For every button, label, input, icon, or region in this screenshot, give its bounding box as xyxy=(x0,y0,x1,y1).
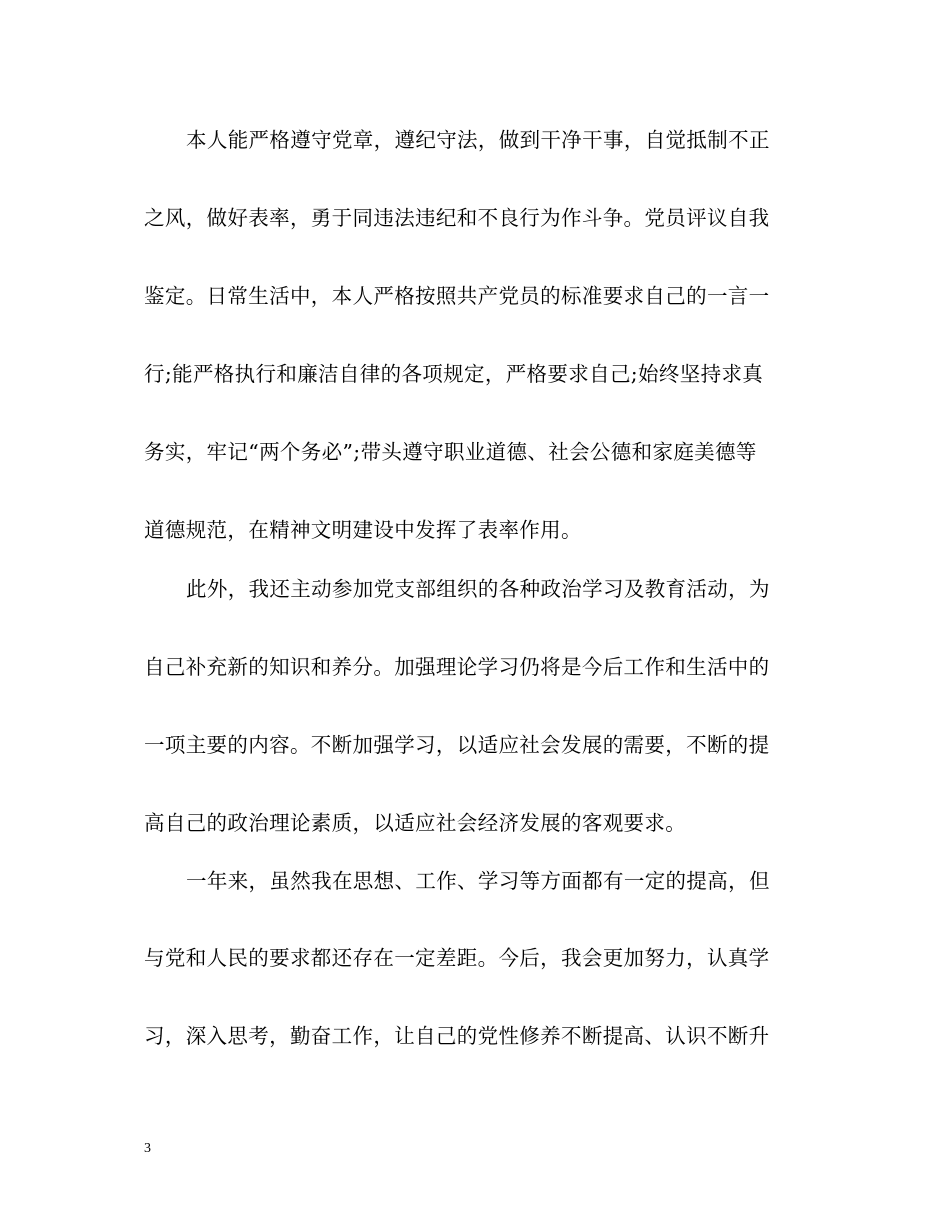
text-line: 一项主要的内容。不断加强学习，以适应社会发展的需要，不断的提 xyxy=(144,733,770,757)
page-number: 3 xyxy=(144,1141,151,1156)
text-line: 习，深入思考，勤奋工作，让自己的党性修养不断提高、认识不断升 xyxy=(144,1024,770,1048)
text-line: 与党和人民的要求都还存在一定差距。今后，我会更加努力，认真学 xyxy=(144,946,770,970)
text-line: 自己补充新的知识和养分。加强理论学习仍将是今后工作和生活中的 xyxy=(144,655,770,679)
text-line: 之风，做好表率，勇于同违法违纪和不良行为作斗争。党员评议自我 xyxy=(144,206,770,230)
text-line: 高自己的政治理论素质，以适应社会经济发展的客观要求。 xyxy=(144,811,687,835)
text-line: 行;能严格执行和廉洁自律的各项规定，严格要求自己;始终坚持求真 xyxy=(144,362,764,386)
text-line: 本人能严格遵守党章，遵纪守法，做到干净干事，自觉抵制不正 xyxy=(186,128,770,152)
text-line: 鉴定。日常生活中，本人严格按照共产党员的标准要求自己的一言一 xyxy=(144,284,770,308)
text-line: 此外，我还主动参加党支部组织的各种政治学习及教育活动，为 xyxy=(186,577,770,601)
text-line: 务实，牢记“两个务必”;带头遵守职业道德、社会公德和家庭美德等 xyxy=(144,440,757,464)
text-line: 道德规范，在精神文明建设中发挥了表率作用。 xyxy=(144,518,582,542)
text-line: 一年来，虽然我在思想、工作、学习等方面都有一定的提高，但 xyxy=(186,869,770,893)
